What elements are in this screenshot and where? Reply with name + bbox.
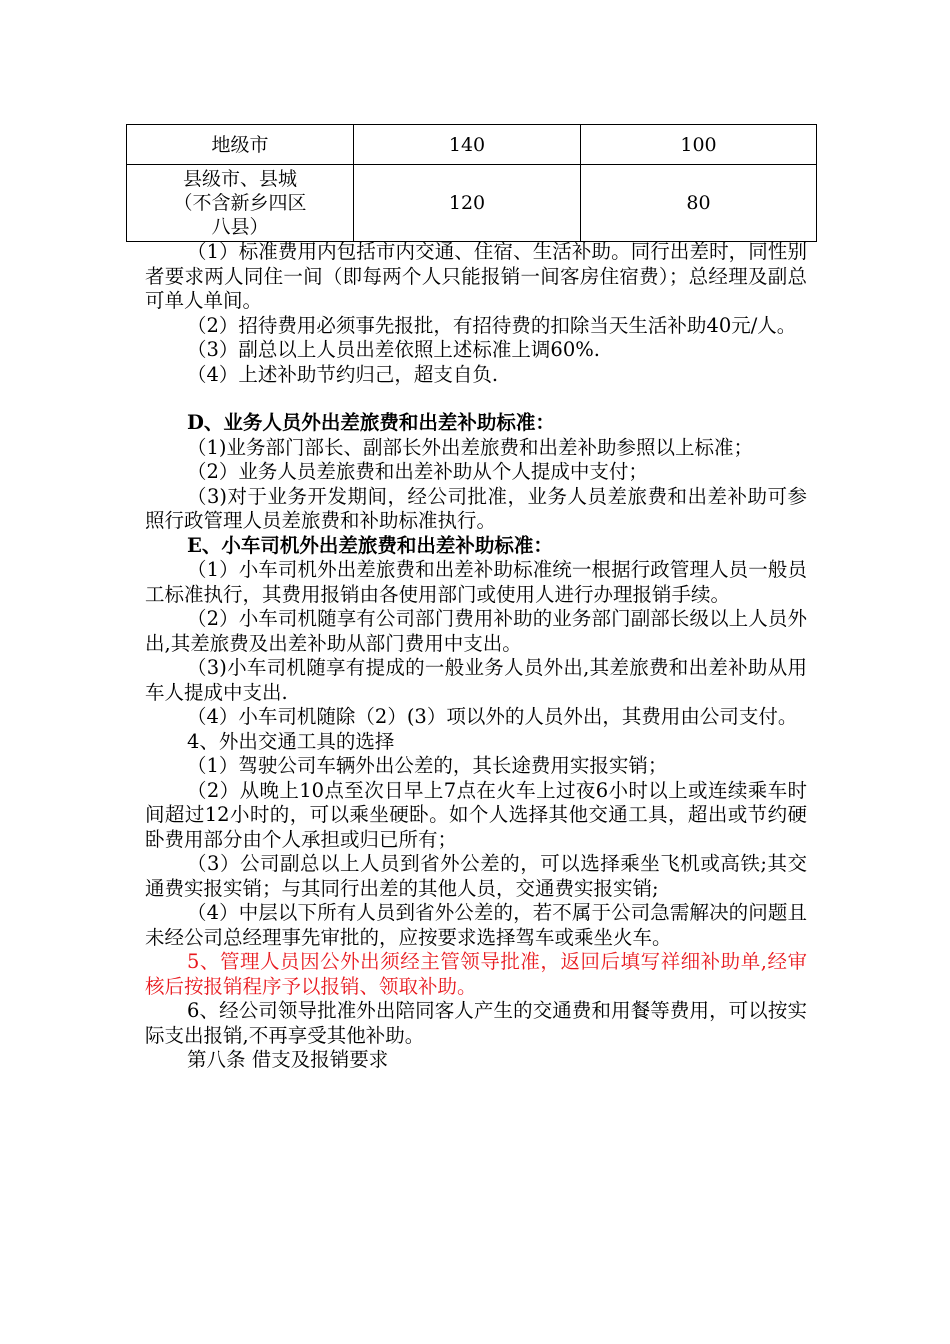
section-heading: D、业务人员外出差旅费和出差补助标准： <box>187 411 555 434</box>
region-line: （不含新乡四区 <box>173 192 307 214</box>
region-line: 县级市、县城 <box>182 168 297 190</box>
paragraph: （2）从晚上10点至次日早上7点在火车上过夜6小时以上或连续乘车时间超过12小时的，可以乘坐硬卧。如个人选择其他交通工具，超出或节约硬卧费用部分由个人承担或归已所有； <box>145 778 807 851</box>
article-heading: 第八条 借支及报销要求 <box>187 1048 389 1071</box>
value-cell: 120 <box>354 165 581 242</box>
highlighted-paragraph: 5、管理人员因公外出须经主管领导批准，返回后填写祥细补助单,经审核后按报销程序予以报销、领取补助。 <box>145 950 807 998</box>
spacer <box>145 387 807 411</box>
section-heading: E、小车司机外出差旅费和出差补助标准： <box>187 533 553 557</box>
paragraph: （2）招待费用必须事先报批，有招待费的扣除当天生活补助40元/人。 <box>187 313 797 337</box>
paragraph: 6、经公司领导批准外出陪同客人产生的交通费和用餐等费用，可以按实际支出报销,不再享受其他补助。 <box>145 999 807 1047</box>
region-cell: 地级市 <box>127 125 354 165</box>
table-row <box>127 125 817 165</box>
paragraph: （1）标准费用内包括市内交通、住宿、生活补助。同行出差时，同性别者要求两人同住一间（即每两个人只能报销一间客房住宿费）；总经理及副总可单人单间。 <box>145 240 807 312</box>
value-cell: 140 <box>354 125 581 165</box>
paragraph: （2）小车司机随享有公司部门费用补助的业务部门副部长级以上人员外出,其差旅费及出差补助从部门费用中支出。 <box>145 607 807 655</box>
region-cell <box>127 165 354 242</box>
paragraph: （1)业务部门部长、副部长外出差旅费和出差补助参照以上标准； <box>187 435 754 459</box>
body-text <box>145 240 807 1073</box>
paragraph: （4）小车司机随除（2）(3）项以外的人员外出，其费用由公司支付。 <box>187 705 798 728</box>
paragraph: （4）中层以下所有人员到省外公差的，若不属于公司急需解决的问题且未经公司总经理事先审批的，应按要求选择驾车或乘坐火车。 <box>145 901 807 949</box>
paragraph: （4）上述补助节约归己，超支自负. <box>187 362 499 386</box>
paragraph: 4、外出交通工具的选择 <box>187 729 395 753</box>
paragraph: （2）业务人员差旅费和出差补助从个人提成中支付； <box>187 460 648 483</box>
paragraph: （3)对于业务开发期间，经公司批准，业务人员差旅费和出差补助可参照行政管理人员差旅费和补助标准执行。 <box>145 484 807 532</box>
paragraph: （3）公司副总以上人员到省外公差的，可以选择乘坐飞机或高铁;其交通费实报实销；与其同行出差的其他人员，交通费实报实销; <box>145 852 807 900</box>
paragraph: （3)小车司机随享有提成的一般业务人员外出,其差旅费和出差补助从用车人提成中支出. <box>145 656 807 704</box>
paragraph: （1）驾驶公司车辆外出公差的，其长途费用实报实销； <box>187 754 668 777</box>
allowance-table <box>126 124 817 242</box>
paragraph: （1）小车司机外出差旅费和出差补助标准统一根据行政管理人员一般员工标准执行，其费用报销由各使用部门或使用人进行办理报销手续。 <box>145 558 807 606</box>
table-row <box>127 165 817 242</box>
value-cell: 80 <box>581 165 817 242</box>
region-line: 八县） <box>211 216 269 238</box>
paragraph: （3）副总以上人员出差依照上述标准上调60%. <box>187 338 600 361</box>
value-cell: 100 <box>581 125 817 165</box>
